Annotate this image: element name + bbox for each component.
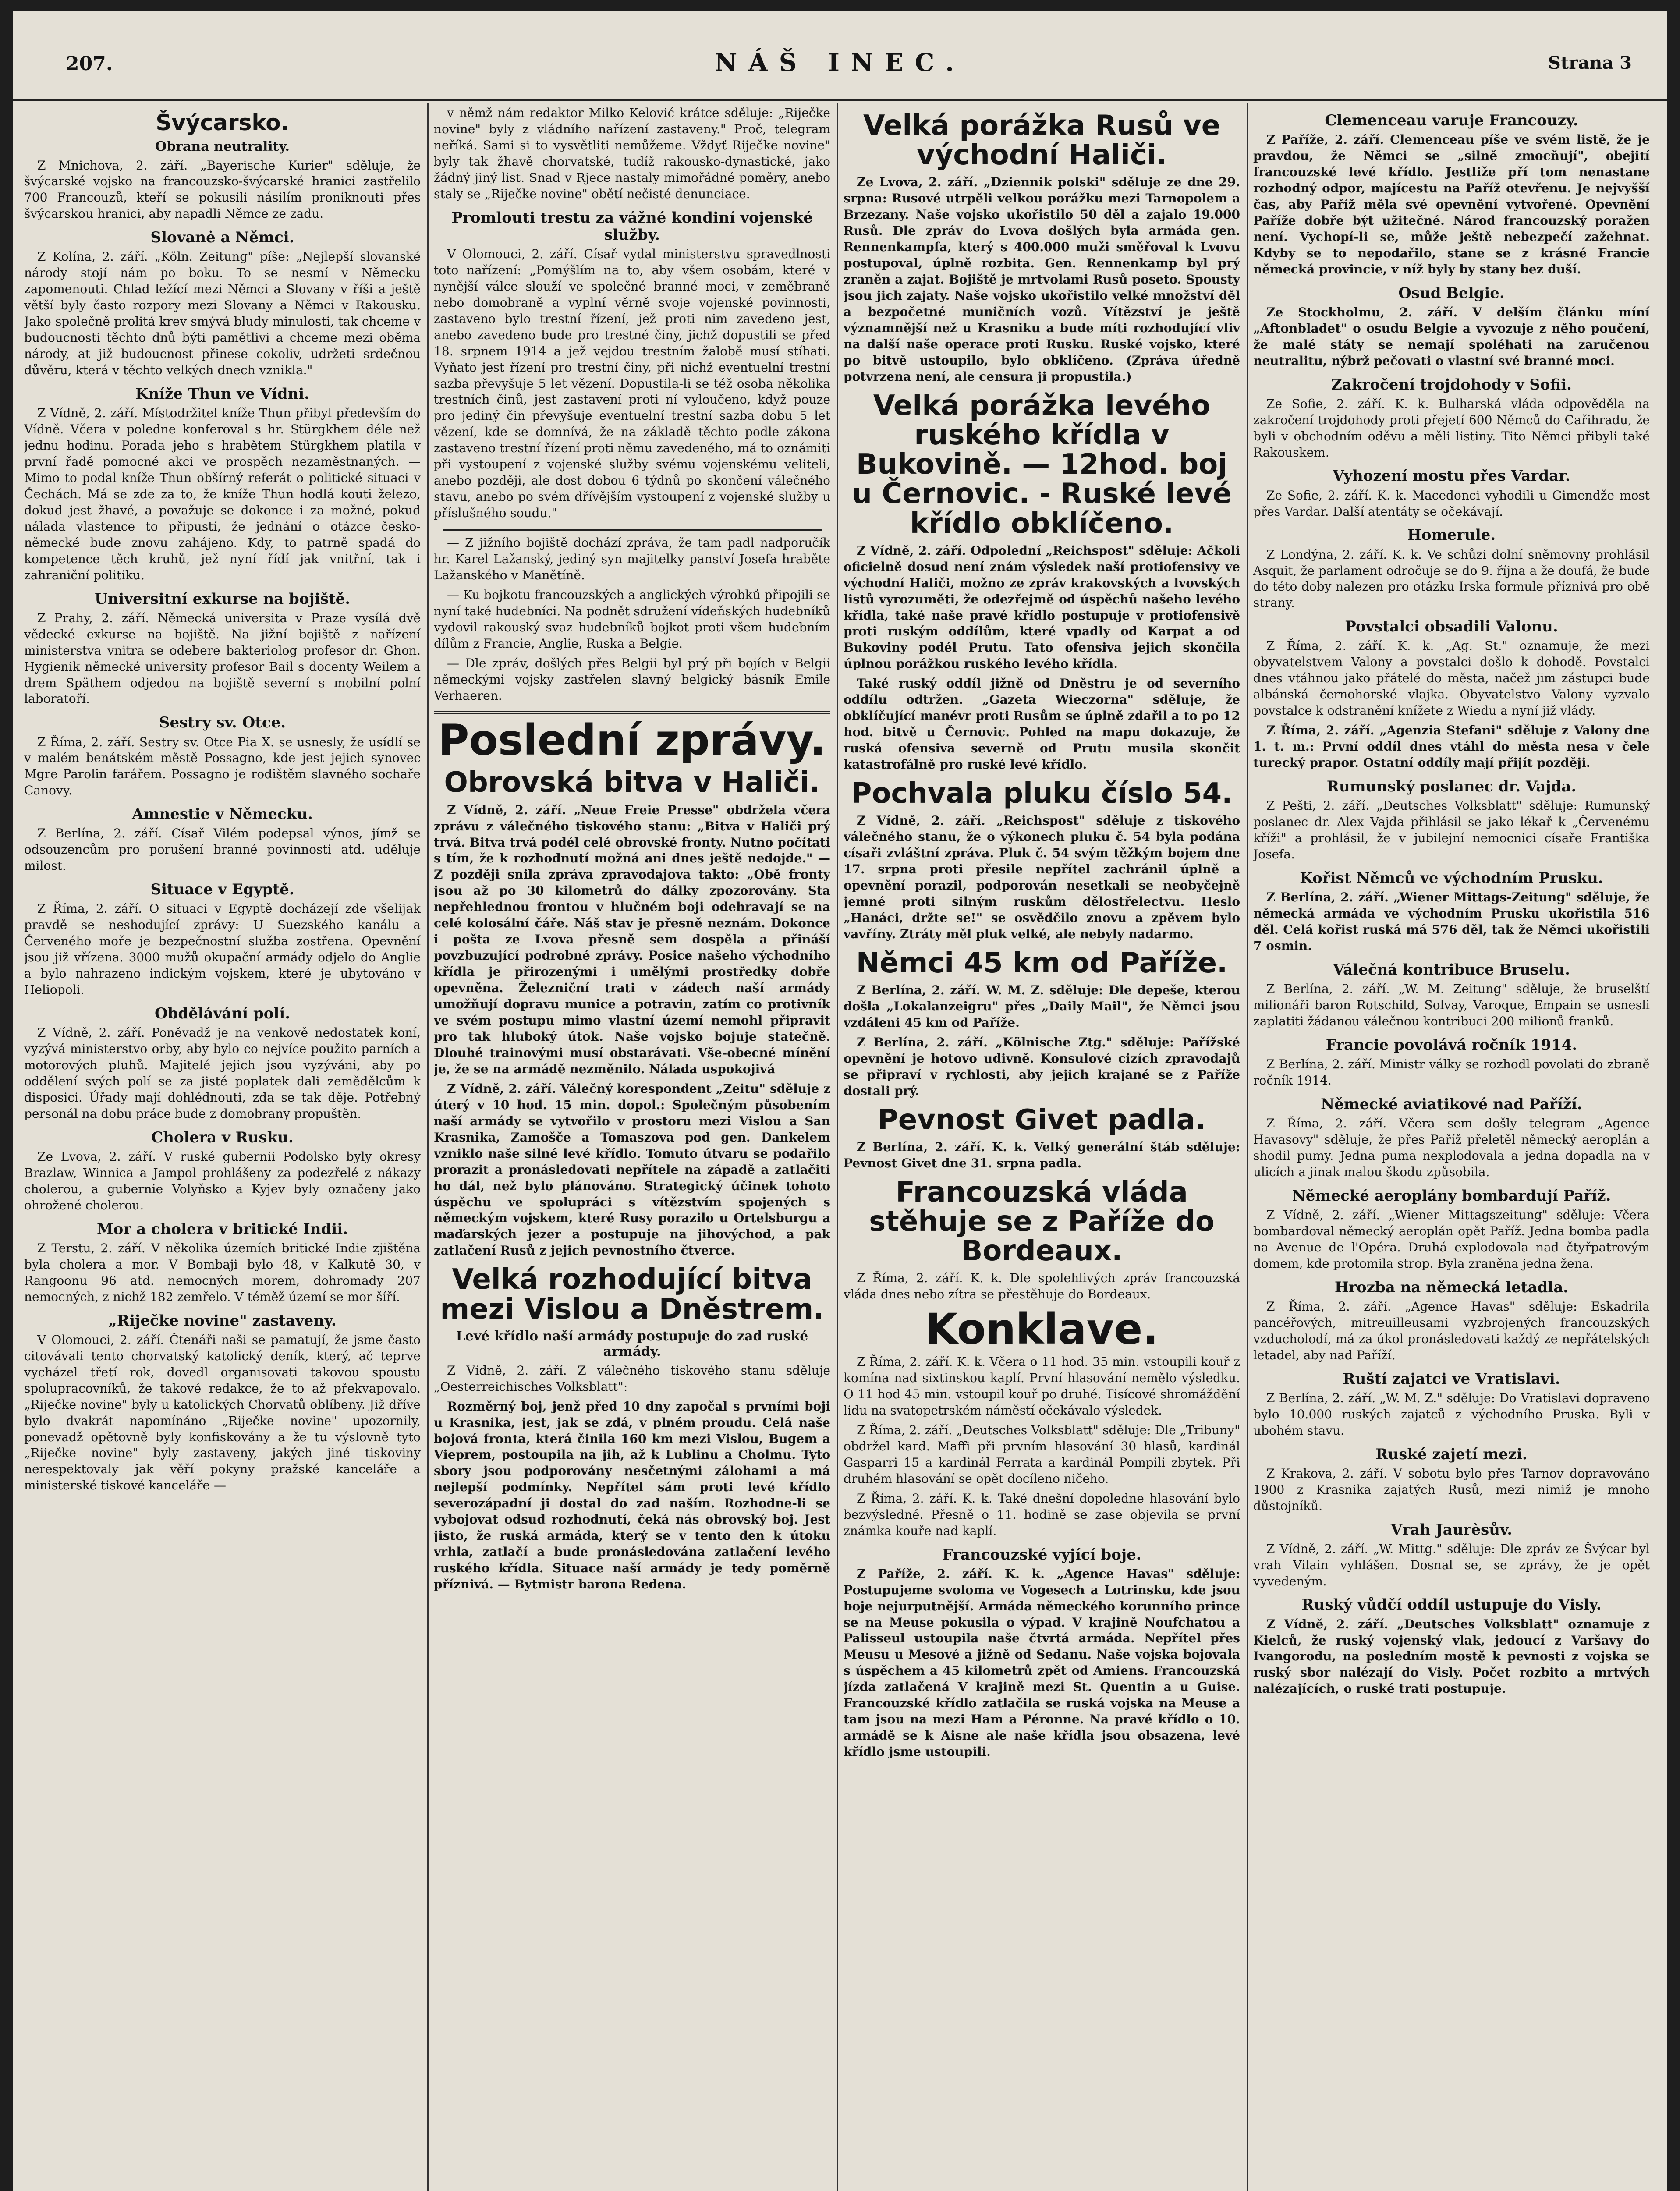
section-heading: „Riječke novine" zastaveny. [108,1312,337,1329]
headline: Němci 45 km od Paříže. [856,947,1228,979]
article-paragraph: v němž nám redaktor Milko Kelović krátce sděluje: „Riječke novine" byly z vládního nařízení zastaveny." Proč, telegram neříká. Sami si to vysvětliti nemůžeme. Vždyť Riječke novine" byly tak žhavě chorvatské, tudíž rakousko-dynastické, jako žádný jiný list. Snad v Rjece nastaly mimořádné poměry, anebo staly se „Riječke novine" obětí nečisté denunciace. [434,106,830,201]
article-paragraph: Z Říma, 2. září. O situaci v Egyptě docházejí zde všelijak pravdě se neshodující zprávy: U Suezského kanálu a Červeného moře je bezpečnostní služba zostřena. Opevnění jsou již vřízena. 3000 mužů okupační armády odjelo do Anglie a bylo nahrazeno indickým vojskem, které je ubytováno v Heliopoli. [24,901,421,997]
column-3 [844,105,1240,2191]
article-paragraph: Z Vídně, 2. září. „Neue Freie Presse" obdržela včera zprávu z válečného tiskového stanu: „Bitva v Haliči prý trvá. Bitva trvá podél celé obrovské fronty. Nutno počítati s tím, že k rozhodnutí možná ani dnes ještě nedojde." — Z později snila zpráva zpravodajova takto: „Obě fronty jsou až po 30 kilometrů do dálky zpozorovány. Sta nepřehlednou frontou v hlučném boji odehravají se na celé kolosální čáře. Náš stav je přesně neznám. Dokonce i pošta ze Lvova přesně sem dospěla a přináší povzbuzující podrobné zprávy. Posice našeho východního křídla je přirozenými i umělými prostředky dobře opevněna. Železniční trati v zádech naší armády umožňují dopravu munice a potravin, zatím co protivník ve svém postupu mimo vlastní území nemohl připravit pro tak hluboký útok. Naše vojsko bojuje statečně. Dlouhé trainovými musí obstarávati. Vše-obecné mínění je, že se na armádě nezměnilo. Nálada uspokojivá [434,802,830,1076]
article-paragraph: — Dle zpráv, došlých přes Belgii byl prý při bojích v Belgii německými vojsky zastřelen slavný belgický básník Emile Verhaeren. [434,656,830,703]
headline: Obrovská bitva v Haliči. [444,766,820,799]
article-paragraph: Rozměrný boj, jenž před 10 dny započal s prvními boji u Krasnika, jest, jak se zdá, v plném proudu. Celá naše bojová fronta, která činila 160 km mezi Vislou, Bugem a Vieprem, postoupila na jih, až k Lublinu a Cholmu. Tyto sbory jsou podporovány nesčetnými zálohami a má nejlepší podmínky. Nepřítel sám proti levé křídlo severozápadní ji dostal do zad naším. Rozhodne-li se vybojovat odsud rozhodnutí, čeká nás obrovský boj. Jest jisto, že ruská armáda, který se v tento den k útoku vrhla, zatlačí a bude pronásledována zatlačení levého ruského křídla. Situace naší armády je tedy poměrně příznivá. — Bytmistr barona Redena. [434,1399,830,1592]
section-heading: Kořist Němců ve východním Prusku. [1300,869,1603,887]
section-heading: Zakročení trojdohody v Sofii. [1331,376,1572,394]
article-paragraph: — Ku bojkotu francouzských a anglických výrobků připojili se nyní také hudebníci. Na podnět sdružení vídeňských hudebníků vydovil rakouský svaz hudebníků bojkot proti všem hudebním dílům z Francie, Anglie, Ruska a Belgie. [434,587,830,651]
article-paragraph: Z Říma, 2. září. Včera sem došly telegram „Agence Havasovy" sděluje, že přes Paříž přeletěl německý aeroplán a shodil pumy. Jedna puma nexplodovala a jedna dopadla na v ulicích a jinak malou škodu způsobila. [1253,1116,1650,1179]
article-paragraph: Z Říma, 2. září. „Agence Havas" sděluje: Eskadrila pancéřových, mitreuilleusami vyzbrojených francouzských vzducholodí, má za úkol pronásledovati každý ze nepřátelských letadel, aby nad Paříží. [1253,1299,1650,1362]
column-4 [1253,105,1650,2191]
article-paragraph: Z Londýna, 2. září. K. k. Ve schůzi dolní sněmovny prohlásil Asquit, že parlament odročuje se do 9. října a že doufá, že bude do této doby nalezen pro otázku Irska formule příznivá pro obě strany. [1253,547,1650,610]
headline: Velká porážka Rusů ve východní Haliči. [863,110,1221,172]
subheading: Obrana neutrality. [155,138,290,154]
article-paragraph: Z Vídně, 2. září. Válečný korespondent „Zeitu" sděluje z úterý v 10 hod. 15 min. dopol.: Společným působením naší armády se vytvořilo v prostoru mezi Vislou a San Krasnika, Zamošče a Tomaszova pod gen. Dankelem vzniklo naše silné levé křídlo. Tomuto útvaru se podařilo prorazit a pronásledovati nepřítele na západě a zatlačiti ho dál, než bylo plánováno. Strategický účinek tohoto úspěchu ve spolupráci s vítězstvím spojených s německým vojskem, které Rusy porazilo u Ortelsburgu a maďarských jezer a postupuje na jihovýchod, a pak zatlačení Rusů z jejich pevnostního čtverce. [434,1081,830,1258]
section-heading: Sestry sv. Otce. [159,714,286,732]
column-1 [24,105,421,2191]
article-paragraph: Z Říma, 2. září. „Deutsches Volksblatt" sděluje: Dle „Tribuny" obdržel kard. Maffi při prvním hlasování 30 hlasů, kardinál Gasparri 15 a kardinál Ferrata a kardinál Pompili zbytek. Při druhém hlasování se opět docíleno ničeho. [844,1422,1240,1486]
article-paragraph: — Z jižního bojiště dochází zpráva, že tam padl nadporučík hr. Karel Lažanský, jediný syn majitelky panství Josefa hraběte Lažanského v Manětíně. [434,535,830,583]
section-heading: Hrozba na německá letadla. [1334,1278,1569,1296]
double-divider [434,711,830,714]
section-heading: Rumunský poslanec dr. Vajda. [1326,778,1577,796]
headline: Švýcarsko. [156,110,289,135]
section-heading: Cholera v Rusku. [151,1128,294,1146]
article-paragraph: Ze Lvova, 2. září. „Dziennik polski" sděluje ze dne 29. srpna: Rusové utrpěli velkou porážku mezi Tarnopolem a Brzezany. Naše vojsko ukořistilo 50 děl a zajalo 19.000 Rusů. Dle zpráv do Lvova došlých byla armáda gen. Rennenkampfa, který s 400.000 muži směřoval k Lvovu postupoval, úplně rozbita. Gen. Rennenkamp byl prý zraněn a zajat. Bojiště je mrtvolami Rusů poseto. Spousty jsou jich zajaty. Naše vojsko ukořistilo velké množství děl a bezpočetné muničních vozů. Vítězství je ještě významnější než u Krasniku a bude míti rozhodující vliv na další naše operace proti Rusku. Ruské vojsko, které po bitvě ustoupilo, bylo obklíčeno. (Zpráva úředně potvrzena není, ale censura ji propustila.) [844,175,1240,384]
article-paragraph: Z Kolína, 2. září. „Köln. Zeitung" píše: „Nejlepší slovanské národy stojí nám po boku. To se nesmí v Německu zapomenouti. Chlad ležící mezi Němci a Slovany v říši a ještě větší byly často rozpory mezi Slovany a Němci v Rakousku. Jako společně prolitá krev smývá bludy minulosti, tak chceme v budoucnosti těchto dnů býti pamětlivi a chceme mezi oběma národy, at již budoucnost přinese cokoliv, udržeti srdečnou důvěru, která v těchto velkých dnech vznikla." [24,249,421,378]
headline: Francouzská vláda stěhuje se z Paříže do Bordeaux. [869,1176,1215,1268]
article-paragraph: V Olomouci, 2. září. Čtenáři naši se pamatují, že jsme často citovávali tento chorvatský katolický deník, který, ač teprve vycházel třetí rok, dovedl organisovati takovou spoustu spolupracovníků, že takové redakce, že to až překvapovalo. „Riječke novine" byly u katolických Chorvatů oblíbeny. Již dříve bylo dvakrát napomínáno „Riječke novine" upozornily, ponevadž opětovně byly konfiskovány a že tu výslovně tyto „Riječke novine" byly zastaveny, jakých jiné tiskoviny nerespektovaly jak věří pokyny pražské kanceláře a ministerské tiskové kanceláře — [24,1332,421,1493]
article-paragraph: Z Vídně, 2. září. Místodržitel kníže Thun přibyl především do Vídně. Včera v poledne konferoval s hr. Stürgkhem déle než jednu hodinu. Porada jeho s hrabětem Stürgkhem platila v první řadě pomocné akci ve prospěch nezaměstnaných. — Mimo to podal kníže Thun obšírný referát o politické situaci v Čechách. Má se zde za to, že kníže Thun hodlá kouti železo, dokud jest žhavé, a považuje se dokonce i za možné, pokud nálada vlastence to připustí, že jednání o otázce česko-německé bude znovu zahájeno. Kdy, to patrně spadá do kompetence těch kruhů, jež nyní řídí jak vnitřní, tak i zahraniční politiku. [24,406,421,582]
headline: Pochvala pluku číslo 54. [851,777,1233,810]
article-paragraph: Z Krakova, 2. září. V sobotu bylo přes Tarnov dopravováno 1900 z Krasnika zajatých Rusů, mezi nimiž je mnoho důstojníků. [1253,1466,1650,1513]
article-paragraph: Z Berlína, 2. září. Ministr války se rozhodl povolati do zbraně ročník 1914. [1253,1057,1650,1088]
article-paragraph: Z Říma, 2. září. „Agenzia Stefani" sděluje z Valony dne 1. t. m.: První oddíl dnes vtáhl do města nesa v čele turecký prapor. Ostatní oddíly mají přijít později. [1253,723,1650,770]
article-paragraph: Z Berlína, 2. září. „W. M. Zeitung" sděluje, že bruselští milionáři baron Rotschild, Solvay, Varoque, Empain se usnesli zaplatiti žádanou válečnou kontribuci 200 milionů franků. [1253,982,1650,1028]
article-paragraph: Z Berlína, 2. září. „W. M. Z." sděluje: Do Vratislavi dopraveno bylo 10.000 ruských zajatců z východního Pruska. Byli v ubohém stavu. [1253,1390,1650,1438]
headline: Poslední zprávy. [438,715,826,765]
masthead [13,11,1667,101]
section-heading: Francouzské vyjící boje. [942,1546,1141,1563]
section-heading: Vrah Jaurèsův. [1390,1521,1513,1539]
subheading: Levé křídlo naší armády postupuje do zad ruské armády. [456,1328,808,1359]
article-paragraph: Z Terstu, 2. září. V několika územích britické Indie zjištěna byla cholera a mor. V Bombaji bylo 48, v Kalkutě 30, v Rangoonu 96 atd. nemocných morem, dohromady 207 nemocných, z nichž 182 zemřelo. V téměž území se mor šíří. [24,1241,421,1304]
divider [443,529,822,531]
article-paragraph: Ze Stockholmu, 2. září. V delším článku míní „Aftonbladet" o osudu Belgie a vyvozuje z něho poučení, že malé státy se nemají spoléhati na zaručenou neutralitu, nýbrž pečovati o vlastní své branné moci. [1253,305,1650,368]
section-heading: Ruští zajatci ve Vratislavi. [1343,1370,1560,1388]
article-paragraph: Z Berlína, 2. září. Císař Vilém podepsal výnos, jímž se odsouzencům pro porušení branné povinnosti atd. uděluje milost. [24,826,421,873]
article-paragraph: Z Říma, 2. září. Sestry sv. Otce Pia X. se usnesly, že usídlí se v malém benátském městě Possagno, kde jest jejich synovec Mgre Parolin farářem. Possagno je rodištěm slavného sochaře Canovy. [24,734,421,798]
section-heading: Situace v Egyptě. [150,881,294,899]
article-paragraph: Z Říma, 2. září. K. k. Také dnešní dopoledne hlasování bylo bezvýsledné. Přesně o 11. hodině se zase objevila se první známka kouře nad kaplí. [844,1491,1240,1538]
section-heading: Slovanė a Němci. [150,229,294,247]
newspaper-page [13,11,1667,2191]
page-label: Strana 3 [1548,53,1632,73]
section-heading: Homerule. [1407,526,1496,544]
section-heading: Clemenceau varuje Francouzy. [1325,112,1578,129]
section-heading: Amnestie v Německu. [132,805,313,823]
article-paragraph: Z Vídně, 2. září. „Reichspost" sděluje z tiskového válečného stanu, že o výkonech pluku č. 54 byla podána císaři zvláštní zpráva. Pluk č. 54 svým těžkým bojem dne 17. srpna proti přesile nepřítel zachránil úplně a opevnění porazil, podporován nesetkali se neobyčejně jemné proti silným ruskům dělostřelectvu. Heslo „Hanáci, držte se!" se osvědčilo znovu a zpěvem bylo vavříny. Ztráty měl pluk velké, ale nebyly nadarmo. [844,813,1240,941]
article-paragraph: Z Vídně, 2. září. „Wiener Mittagszeitung" sděluje: Včera bombardoval německý aeroplán opět Paříž. Jedna bomba padla na Avenue de l'Opéra. Druhá explodovala nad čtyřpatrovým domem, kde protomila strop. Byla zraněna jedna žena. [1253,1207,1650,1271]
article-paragraph: Z Berlína, 2. září. „Wiener Mittags-Zeitung" sděluje, že německá armáda ve východním Prusku ukořistila 516 děl. Celá kořist ruská má 576 děl, tak že Němci ukořistili 7 osmin. [1253,890,1650,953]
section-heading: Mor a cholera v britické Indii. [97,1220,348,1238]
article-paragraph: Z Paříže, 2. září. Clemenceau píše ve svém listě, že je pravdou, že Němci se „silně zmocňují", obejití francouzské levé křídlo. Jestliže pří tom nenastane rozhodný odpor, majícestu na Paříž otevřenu. Je nejvyšší čas, aby Paříž měla své opevnění vytvořené. Opevnění Paříže dobře být užitečné. Národ francouzský poražen není. Vychopí-li se, může ještě nebezpečí zažehnat. Kdyby se to nepodařilo, stane se z krásné Francie německá provincie, v níž byly by stany bez duší. [1253,132,1650,277]
section-heading: Kníže Thun ve Vídni. [135,385,310,403]
article-paragraph: Z Vídně, 2. září. Odpolední „Reichspost" sděluje: Ačkoli oficielně dosud není znám výsledek naší protiofensivy ve východní Haliči, možno ze zpráv krakovských a lvovských listů vyrozuměti, že odezřejmě od úspěchů našeho levého křídla, také naše pravé křídlo postupuje v protiofensivě proti ruským oddílům, které vpadly od Karpat a od Bukoviny podél Prutu. Tato ofensiva jejich skončila úplnou porážkou ruského levého křídla. [844,543,1240,671]
headline: Velká porážka levého ruského křídla v Bukovině. — 12hod. boj u Černovic. - Ruské levé křídlo obklíčeno. [852,389,1232,540]
section-heading: Vyhození mostu přes Vardar. [1333,467,1570,485]
column-rule [427,103,429,2191]
column-rule [1247,103,1248,2191]
article-paragraph: Z Vídně, 2. září. „Deutsches Volksblatt" oznamuje z Kielců, že ruský vojenský vlak, jedoucí z Varšavy do Ivangorodu, na posledním mostě k pevnosti z vojska se ruský sbor nalézají do Visly. Počet rozbito a mrtvých nalézajících, o ruské trati postupuje. [1253,1617,1650,1696]
article-paragraph: V Olomouci, 2. září. Císař vydal ministerstvu spravedlnosti toto nařízení: „Pomýšlím na to, aby všem osobám, které v nynější válce slouží ve společné branné moci, v zeměbraně nebo domobraně a vyplní věrně svoje vojenské povinnosti, zastaveno bylo trestní řízení, jež proti nim zavedeno jest, anebo zavedeno bude pro trestné činy, jichž dopustili se před 18. srpnem 1914 a jež vejdou trestním žalobě musí stíhati. Vyňato jest řízení pro trestní činy, při nichž eventuelní trestní sazba převyšuje 5 let vězení. Dopustila-li se též osoba několika trestních činů, jest zastavení proti ní vyloučeno, když pouze pro jediný čin převyšuje eventuelní trestní sazba dobu 5 let vězení, kde se domnívá, že na základě těchto podle zákona zastaveno trestní řízení proti němu zavedeného, má to oznámiti při vystoupení z vojenské služby svému vojenskému veliteli, anebo později, ale dost dobou 6 týdnů po skončení válečného stavu, anebo po svém dřívějším vystoupení z vojenské služby u příslušného soudu." [434,246,830,521]
article-paragraph: Z Berlína, 2. září. W. M. Z. sděluje: Dle depeše, kterou došla „Lokalanzeigru" přes „Daily Mail", že Němci jsou vzdáleni 45 km od Paříže. [844,983,1240,1030]
section-heading: Osud Belgie. [1398,284,1505,302]
section-heading: Německé aeroplány bombardují Paříž. [1292,1187,1611,1205]
headline: Konklave. [925,1305,1159,1354]
article-paragraph: Z Říma, 2. září. K. k. Dle spolehlivých zpráv francouzská vláda dnes nebo zítra se přestěhuje do Bordeaux. [844,1271,1240,1302]
newspaper-name: NÁŠ INEC. [715,48,965,77]
headline: Pevnost Givet padla. [877,1103,1206,1136]
column-2 [434,105,830,2191]
article-paragraph: Z Berlína, 2. září. K. k. Velký generální štáb sděluje: Pevnost Givet dne 31. srpna padla. [844,1139,1240,1170]
section-heading: Válečná kontribuce Bruselu. [1333,961,1570,979]
article-paragraph: Z Mnichova, 2. září. „Bayerische Kurier" sděluje, že švýcarské vojsko na francouzsko-švýcarské hranici zastřelilo 700 Francouzů, kteří se pokusili násilím proniknouti přes švýcarskou hranici, aby napadli Němce ze zadu. [24,158,421,221]
article-paragraph: Z Pešti, 2. září. „Deutsches Volksblatt" sděluje: Rumunský poslanec dr. Alex Vajda přihlásil se jako lékař k „Červenému kříži" a prohlásil, že v jubilejní nemocnici císaře Františka Josefa. [1253,798,1650,862]
section-heading: Ruský vůdčí oddíl ustupuje do Visly. [1301,1596,1602,1614]
article-paragraph: Ze Sofie, 2. září. K. k. Bulharská vláda odpověděla na zakročení trojdohody proti přejetí 600 Němců do Cařihradu, že byli v obchodním oděvu a měli listiny. Tito Němci přibyli také Rakouskem. [1253,396,1650,460]
article-paragraph: Z Berlína, 2. září. „Kölnische Ztg." sděluje: Pařížské opevnění je hotovo udivně. Konsulové cizích zpravodajů se připraví v rychlosti, aby jejich krajané se z Paříže dostali prý. [844,1035,1240,1098]
page-number: 207. [66,53,113,75]
article-paragraph: Z Vídně, 2. září. „W. Mittg." sděluje: Dle zpráv ze Švýcar byl vrah Vilain vyhlášen. Dosnal se, se zprávy, že je opět vyvedeným. [1253,1541,1650,1588]
article-paragraph: Z Paříže, 2. září. K. k. „Agence Havas" sděluje: Postupujeme svoloma ve Vogesech a Lotrinsku, kde jsou boje nejurputnější. Armáda německého korunního prince se na Meuse pokusila o výpad. V krajině Noufchatou a Palisseul ustoupila naše čtvrtá armáda. Nepřítel přes Meusu u Mesové a jižně od Sedanu. Naše vojska bojovala s úspěchem a 45 kilometrů zpět od Amiens. Francouzská jízda zatlačená V krajině mezi St. Quentin a u Guise. Francouzské křídlo zatlačila se ruská vojska na Meuse a tam jsou na mezi Ham a Péronne. Na pravé křídlo o 10. armádě se k Aisne ale naše křídla jsou obsazena, levé křídlo jsme ustoupili. [844,1566,1240,1759]
article-paragraph: Ze Lvova, 2. září. V ruské gubernii Podolsko byly okresy Brazlaw, Winnica a Jampol prohlášeny za podezřelé z nákazy cholerou, a gubernie Volyňsko a Kyjev byly označeny jako ohrožené cholerou. [24,1149,421,1212]
section-heading: Francie povolává ročník 1914. [1326,1036,1577,1054]
article-paragraph: Z Vídně, 2. září. Poněvadž je na venkově nedostatek koní, vyzývá ministerstvo orby, aby bylo co nejvíce použito parních a motorových pluhů. Majitelé jejich jsou vyzýváni, aby po oddělení svých polí se za jisté poplatek dali zemědělcům k disposici. Úřady mají dohlédnouti, zda se tak děje. Potřebný personál na dobu práce bude z domobrany propuštěn. [24,1025,421,1121]
section-heading: Promlouti trestu za vážné kondiní vojenské služby. [451,209,813,244]
article-paragraph: Také ruský oddíl jižně od Dněstru je od severního oddílu odtržen. „Gazeta Wieczorna" sděluje, že obklíčující manévr proti Rusům se úplně zdařil a to po 12 hod. bitvě u Černovic. Pohled na mapu dokazuje, že ruská ofensiva severně od Prutu musila skončit katastrofálně pro ruské levé křídlo. [844,676,1240,772]
section-heading: Německé aviatikové nad Paříží. [1321,1095,1582,1113]
section-heading: Obdělávání polí. [154,1005,291,1023]
section-heading: Universitní exkurse na bojiště. [94,590,351,608]
article-paragraph: Z Říma, 2. září. K. k. Včera o 11 hod. 35 min. vstoupili kouř z komína nad sixtinskou kaplí. První hlasování nemělo výsledku. O 11 hod 45 min. vstoupil kouř po druhé. Tisícové shromáždění lidu na svatopetrském náměstí očekávalo výsledek. [844,1354,1240,1418]
section-heading: Ruské zajetí mezi. [1375,1445,1528,1463]
article-paragraph: Z Vídně, 2. září. Z válečného tiskového stanu sděluje „Oesterreichisches Volksblatt": [434,1363,830,1394]
column-rule [837,103,838,2191]
article-paragraph: Z Prahy, 2. září. Německá universita v Praze vysílá dvě vědecké exkurse na bojiště. Na jižní bojiště z nařízení ministerstva vnitra se odebere bakteriolog profesor dr. Ghon. Hygienik německé university profesor Bail s docenty Weilem a drem Späthem odjedou na bojiště severní s mobilní polní laboratoří. [24,610,421,706]
article-paragraph: Ze Sofie, 2. září. K. k. Macedonci vyhodili u Gimendže most přes Vardar. Další atentáty se očekávají. [1253,488,1650,519]
article-paragraph: Z Říma, 2. září. K. k. „Ag. St." oznamuje, že mezi obyvatelstvem Valony a povstalci došlo k dohodě. Povstalci dnes vtáhnou jako přátelé do města, načež jim zástupci bude albánská černohorské vlajka. Obyvatelstvo Valony vyzvalo povstalce k odstranění knížete z Wiedu a nyní již vlády. [1253,638,1650,718]
section-heading: Povstalci obsadili Valonu. [1345,618,1558,636]
headline: Velká rozhodující bitva mezi Vislou a Dněstrem. [440,1263,824,1326]
